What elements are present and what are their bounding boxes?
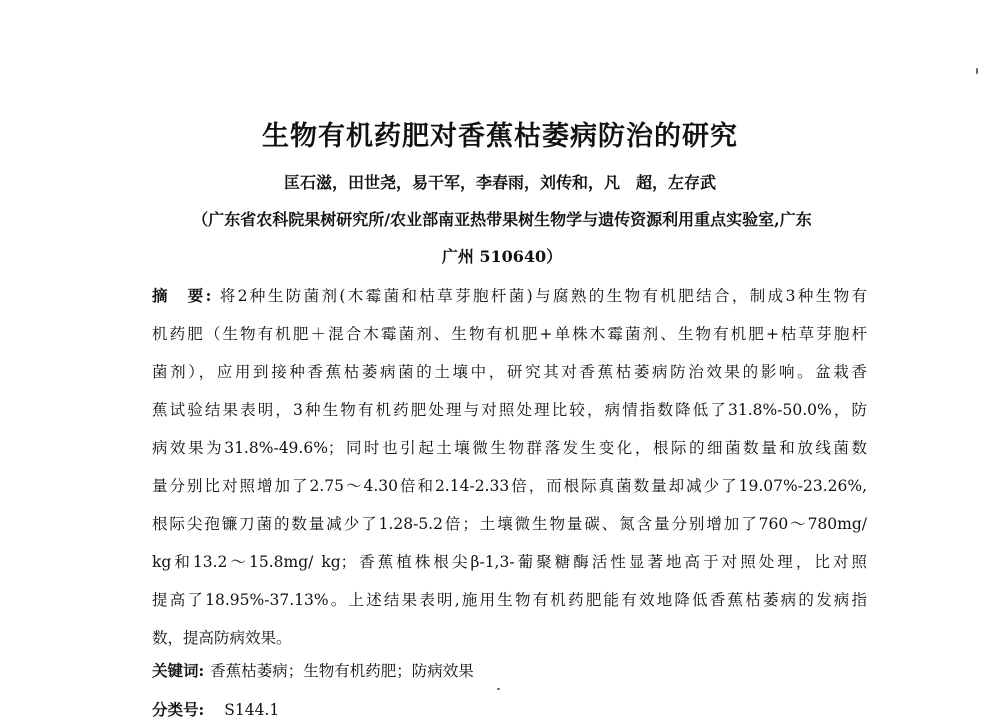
abstract-line: 根际尖孢镰刀菌的数量减少了1.28-5.2倍；土壤微生物量碳、氮含量分别增加了760～780mg/ xyxy=(152,515,867,533)
keywords-text: 香蕉枯萎病；生物有机药肥；防病效果 xyxy=(210,662,474,680)
affiliation-line-2: 广州 510640） xyxy=(441,247,563,266)
abstract-line: 量分别比对照增加了2.75～4.30倍和2.14-2.33倍，而根际真菌数量却减少了19.07%-23.26%, xyxy=(152,477,867,495)
abstract-line: 菌剂），应用到接种香蕉枯萎病菌的土壤中，研究其对香蕉枯萎病防治效果的影响。盆栽香 xyxy=(152,363,867,381)
keywords xyxy=(152,659,474,681)
scan-speck xyxy=(497,688,500,690)
abstract-line: 病效果为31.8%-49.6%；同时也引起土壤微生物群落发生变化，根际的细菌数量和放线菌数 xyxy=(152,439,867,457)
classification-label: 分类号: xyxy=(152,700,205,719)
abstract-line: 机药肥（生物有机肥＋混合木霉菌剂、生物有机肥+单株木霉菌剂、生物有机肥+枯草芽胞杆 xyxy=(152,325,867,343)
abstract-line: kg和13.2～15.8mg/ kg；香蕉植株根尖β-1,3-葡聚糖酶活性显著地高于对照处理，比对照 xyxy=(152,553,867,571)
author-list: 匡石滋，田世尧，易干军，李春雨，刘传和，凡 超，左存武 xyxy=(283,173,716,192)
abstract-line: 提高了18.95%-37.13%。上述结果表明,施用生物有机药肥能有效地降低香蕉枯萎病的发病指 xyxy=(152,591,867,609)
abstract xyxy=(152,284,867,664)
paper-title: 生物有机药肥对香蕉枯萎病防治的研究 xyxy=(262,121,738,152)
abstract-line: 数，提高防病效果。 xyxy=(152,629,292,647)
classification-code: S144.1 xyxy=(224,701,280,719)
scan-speck xyxy=(976,68,978,74)
keywords-label: 关键词: xyxy=(152,661,205,680)
affiliation-line-1: （广东省农科院果树研究所/农业部南亚热带果树生物学与遗传资源利用重点实验室,广东 xyxy=(192,210,812,229)
abstract-text: 将2种生防菌剂(木霉菌和枯草芽胞杆菌)与腐熟的生物有机肥结合，制成3种生物有 xyxy=(217,287,867,305)
abstract-line: 蕉试验结果表明，3种生物有机药肥处理与对照处理比较，病情指数降低了31.8%-50.0%，防 xyxy=(152,401,867,419)
abstract-line xyxy=(152,284,867,322)
abstract-label: 摘 要: xyxy=(152,286,212,305)
classification xyxy=(152,698,279,720)
